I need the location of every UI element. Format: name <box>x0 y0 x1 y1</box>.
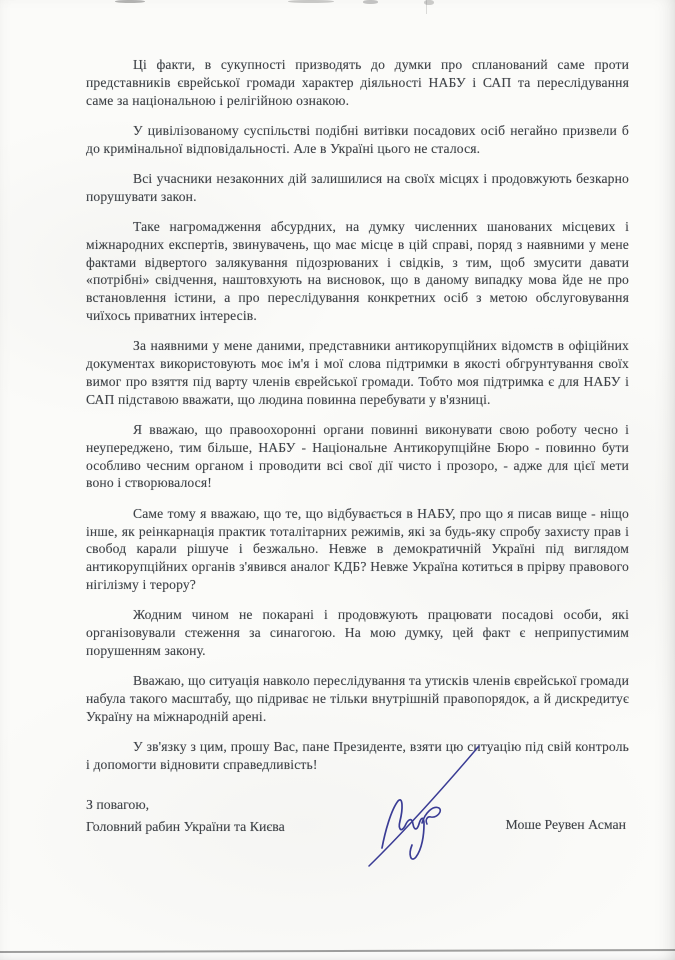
letter-paragraph: Таке нагромадження абсурдних, на думку численних шанованих місцевих і міжнародних експертів, звинувачень, що має місце в цій справі, поряд з наявними у мене фактами відвертого залякування підозрюваних і свідків, з тим, щоб змусити давати «потрібні» свідчення, наштовхують на висновок, що в даному випадку мова йде не про встановлення істини, а про переслідування конкретних осіб з метою обслуговування чиїхось приватних інтересів. <box>86 219 629 324</box>
scan-smudge <box>115 0 145 3</box>
letter-paragraph: У зв'язку з цим, прошу Вас, пане Президенте, взяти цю ситуацію під свій контроль і допомогти відновити справедливість! <box>86 739 629 772</box>
letter-paragraph: Ці факти, в сукупності призводять до думки про спланований саме проти представників єврейської громади характер діяльності НАБУ і САП та переслідування саме за національною і релігійною ознакою. <box>86 57 629 108</box>
letter-closing <box>86 794 629 838</box>
letter-paragraph: Саме тому я вважаю, що те, що відбувається в НАБУ, про що я писав вище - ніщо інше, як реінкарнація практик тоталітарних режимів, які за будь-яку спробу захисту прав і свобод карали рішуче і безжально. Невже в демократичній Україні під виглядом антикорупційних органів з'явився аналог КДБ? Невже Україна котиться в прірву правового нігілізму і терору? <box>86 505 629 592</box>
letter-paragraph: Жодним чином не покарані і продовжують працювати посадові особи, які організовували стеження за синагогою. На мою думку, цей факт є неприпустимим порушенням закону. <box>86 607 629 658</box>
letter-paragraph: За наявними у мене даними, представники антикорупційних відомств в офіційних документах використовують моє ім'я і мої слова підтримки в якості обгрунтування своїх вимог про взяття під варту членів єврейської громади. Тобто моя підтримка є для НАБУ і САП підставою вважати, що людина повинна перебувати у в'язниці. <box>86 338 629 407</box>
letter-paragraph: Всі учасники незаконних дій залишилися на своїх місцях і продовжують безкарно порушувати закон. <box>86 170 629 204</box>
scan-smudge <box>288 0 334 3</box>
scan-edge-area <box>0 952 675 960</box>
signatory-name: Моше Реувен Асман <box>505 817 626 832</box>
letter-body <box>86 56 629 786</box>
letter-paragraph: Вважаю, що ситуація навколо переслідування та утисків членів єврейської громади набула такого масштабу, що підриває не тільки внутрішній правопорядок, а й дискредитує Україну на міжнародній арені. <box>86 673 629 724</box>
scan-smudge <box>363 0 378 4</box>
letter-paragraph: Я вважаю, що правоохоронні органи повинні виконувати свою роботу чесно і неупереджено, тим більше, НАБУ - Національне Антикорупційне Бюро - повинно бути особливо чесним органом і проводити всі свої дії чисто і прозоро, - адже для цієї мети воно і створювалося! <box>86 422 629 491</box>
letter-paragraph: У цивілізованому суспільстві подібні витівки посадових осіб негайно призвели б до кримінальної відповідальності. Але в Україні цього не сталося. <box>86 122 629 156</box>
closing-salutation: З повагою, <box>86 797 150 812</box>
scan-streak <box>426 0 427 14</box>
closing-title: Головний рабин України та Києва <box>86 819 285 834</box>
